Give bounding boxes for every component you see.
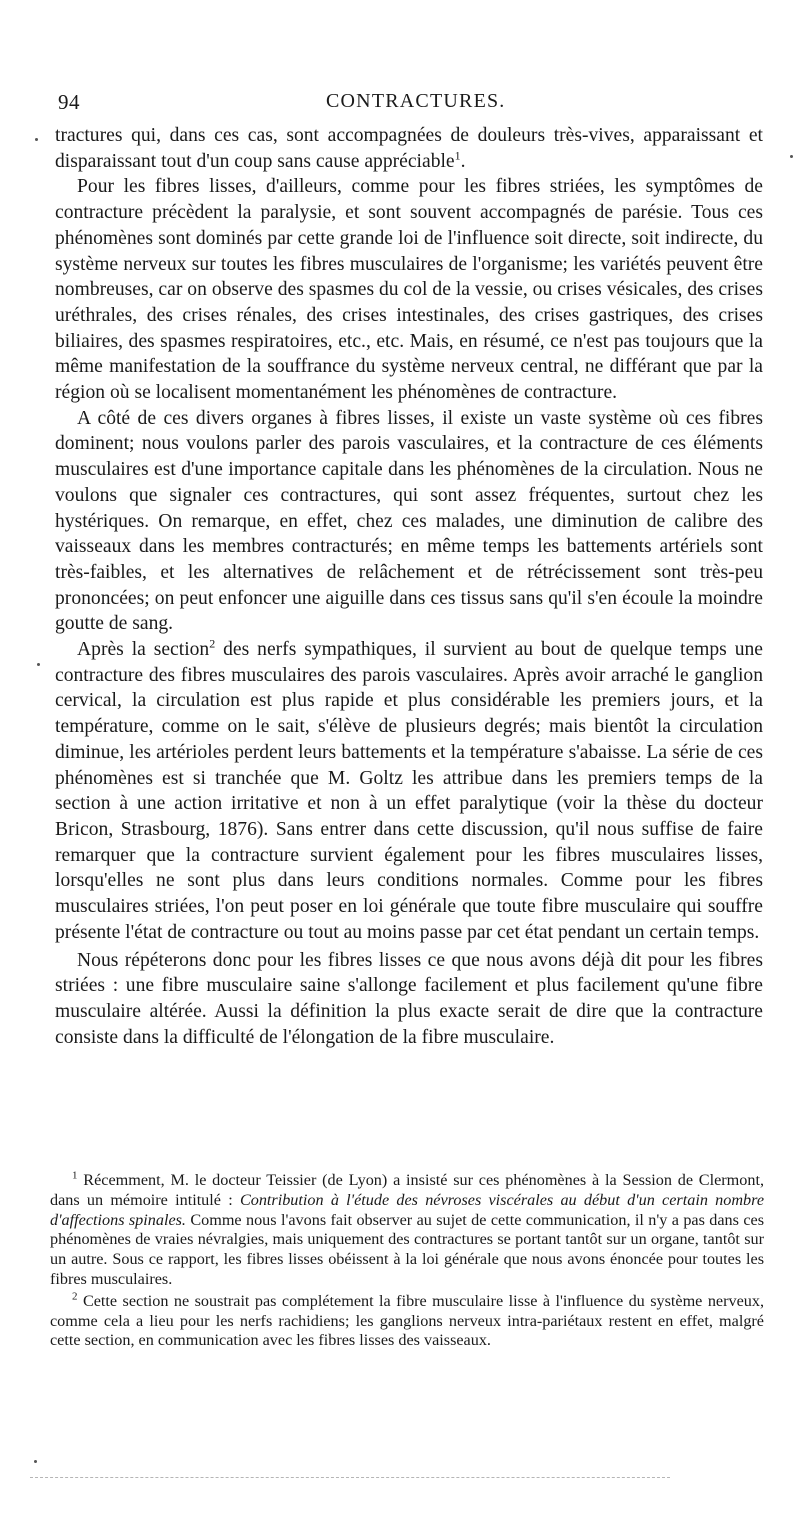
footnote-1 — [50, 1171, 764, 1290]
paragraph-text-end: . — [460, 150, 466, 172]
page-number: 94 — [58, 90, 80, 114]
paragraph: Pour les fibres lisses, d'ailleurs, comme pour les fibres striées, les symptômes de contracture précèdent la paralysie, et sont souvent accompagnés de parésie. Tous ces phénomènes sont dominés par cette grande loi de l'influence soit directe, soit indirecte, du système nerveux sur toutes les fibres musculaires de l'organisme; les variétés peuvent être nombreuses, car on observe des spasmes du col de la vessie, ou crises vésicales, des crises uréthrales, des crises rénales, des crises intestinales, des crises gastriques, des crises biliaires, des spasmes respiratoires, etc., etc. Mais, en résumé, ce n'est pas toujours que la même manifestation de la souffrance du système nerveux central, ne différant que par la région où se localisent momentanément les phénomènes de contracture. — [55, 176, 763, 404]
scan-speck — [35, 138, 38, 141]
footnote-marker: 1 — [72, 1169, 78, 1182]
paragraph: A côté de ces divers organes à fibres lisses, il existe un vaste système où ces fibres dominent; nous voulons parler des parois vasculaires, et la contracture de ces éléments musculaires est d'une importance capitale dans les phénomènes de la circulation. Nous ne voulons que signaler ces contractures, qui sont assez fréquentes, surtout chez les hystériques. On remarque, en effet, chez ces malades, une diminution de calibre des vaisseaux dans les membres contracturés; en même temps les battements artériels sont très-faibles, et les alternatives de relâchement et de rétrécissement sont très-peu prononcées; on peut enfoncer une aiguille dans ces tissus sans qu'il s'en écoule la moindre goutte de sang. — [55, 407, 763, 635]
footnote-text: Récemment, M. le docteur Teissier (de Lyon) a insisté sur ces phénomènes à la Session de Clermont, dans un mémoire intitulé : — [50, 1171, 764, 1209]
footnote-reference: 2 — [209, 636, 216, 651]
main-text — [55, 123, 763, 1050]
paragraph — [55, 637, 763, 945]
footnote-2 — [50, 1292, 764, 1351]
paragraph-text: tractures qui, dans ces cas, sont accompagnées de douleurs très-vives, apparaissant et disparaissant tout d'un coup sans cause appréciable — [55, 125, 763, 172]
footnote-cited-title: Contribution à l'étude des névroses viscérales au début d'un certain nombre d'affections spinales. — [50, 1190, 765, 1229]
footnotes — [50, 1171, 764, 1351]
paragraph-continuation — [55, 123, 763, 174]
scan-speck — [37, 663, 40, 666]
scan-speck — [34, 1460, 37, 1463]
footnote-text: Cette section ne soustrait pas complétement la fibre musculaire lisse à l'influence du système nerveux, comme cela a lieu pour les nerfs rachidiens; les ganglions nerveux intra-pariétaux restent en effet, malgré cette section, en communication avec les fibres lisses des vaisseaux. — [50, 1291, 764, 1350]
paragraph-text: des nerfs sympathiques, il survient au bout de quelque temps une contracture des fibres musculaires des parois vasculaires. Après avoir arraché le ganglion cervical, la circulation est plus rapide et plus considérable les premiers jours, et la température, comme on le sait, s'élève de plusieurs degrés; mais bientôt la circulation diminue, les artérioles perdent leurs battements et la température s'abaisse. La série de ces phénomènes est si tranchée que M. Goltz les attribue dans les premiers temps de la section à une action irritative et non à un effet paralytique (voir la thèse du docteur Bricon, Strasbourg, 1876). Sans entrer dans cette discussion, qu'il nous suffise de faire remarquer que la contracture survient également pour les fibres musculaires lisses, lorsqu'elles ne sont plus dans leurs conditions normales. Comme pour les fibres musculaires striées, l'on peut poser en loi générale que toute fibre musculaire qui souffre présente l'état de contracture ou tout au moins passe par cet état pendant un certain temps. — [55, 639, 763, 943]
scan-speck — [790, 155, 793, 158]
scan-bottom-rule — [30, 1477, 670, 1478]
footnote-marker: 2 — [72, 1290, 78, 1303]
footnote-text: Comme nous l'avons fait observer au sujet de cette communication, il n'y a pas dans ces phénomènes de vraies névralgies, mais uniquement des contractures se portant tantôt sur un organe, tantôt sur un autre. Sous ce rapport, les fibres lisses obéissent à la loi générale que nous avons énoncée pour toutes les fibres musculaires. — [50, 1210, 764, 1288]
page-header — [0, 90, 800, 116]
running-title: CONTRACTURES. — [326, 90, 506, 112]
paragraph: Nous répéterons donc pour les fibres lisses ce que nous avons déjà dit pour les fibres striées : une fibre musculaire saine s'allonge facilement et plus facilement qu'une fibre musculaire altérée. Aussi la définition la plus exacte serait de dire que la contracture consiste dans la difficulté de l'élongation de la fibre musculaire. — [55, 949, 763, 1048]
paragraph-text: Après la section — [77, 639, 210, 661]
footnote-reference: 1 — [454, 148, 461, 163]
